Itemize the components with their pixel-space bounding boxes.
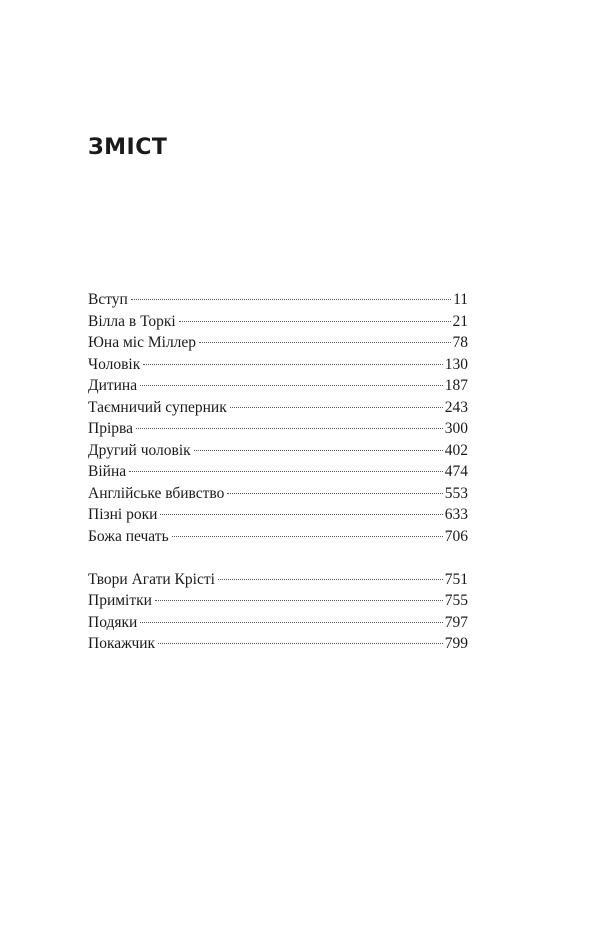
- toc-dot-leader: [140, 385, 443, 386]
- table-of-contents: [88, 289, 468, 655]
- toc-entry-page-number: 706: [444, 527, 468, 545]
- toc-dot-leader: [194, 450, 443, 451]
- toc-entry[interactable]: [88, 289, 468, 311]
- toc-entry[interactable]: [88, 483, 468, 505]
- toc-entry-title: Другий чоловік: [88, 441, 191, 459]
- toc-entry[interactable]: [88, 397, 468, 419]
- toc-entry-page-number: 243: [444, 398, 468, 416]
- toc-dot-leader: [230, 407, 443, 408]
- toc-dot-leader: [129, 471, 443, 472]
- toc-entry-page-number: 21: [452, 312, 468, 330]
- toc-entry-title: Чоловік: [88, 355, 141, 373]
- toc-main-group: [88, 289, 468, 547]
- toc-entry-page-number: 633: [444, 506, 468, 523]
- toc-entry-title: Твори Агати Крісті: [88, 570, 215, 588]
- toc-entry-page-number: 553: [444, 484, 468, 502]
- toc-entry-page-number: 402: [444, 441, 468, 459]
- toc-entry-title: Англійське вбивство: [88, 484, 225, 502]
- toc-entry-page-number: 11: [453, 291, 468, 308]
- toc-entry-title: Примітки: [88, 592, 152, 609]
- toc-entry-title: Вілла в Торкі: [88, 312, 176, 330]
- toc-entry-page-number: 799: [444, 635, 468, 652]
- toc-dot-leader: [131, 299, 451, 300]
- toc-entry-page-number: 187: [444, 377, 468, 394]
- toc-entry-title: Пізні роки: [88, 506, 158, 523]
- toc-entry-title: Покажчик: [88, 635, 156, 652]
- toc-dot-leader: [136, 428, 443, 429]
- toc-entry[interactable]: [88, 418, 468, 440]
- toc-entry-title: Прірва: [88, 420, 133, 437]
- page-title: ЗМІСТ: [88, 135, 168, 160]
- toc-entry-title: Вступ: [88, 291, 128, 308]
- toc-entry-page-number: 300: [444, 420, 468, 437]
- toc-dot-leader: [140, 622, 442, 623]
- toc-entry[interactable]: [88, 569, 468, 591]
- toc-dot-leader: [160, 514, 442, 515]
- toc-appendix-group: [88, 569, 468, 655]
- toc-entry-title: Дитина: [88, 377, 138, 394]
- toc-entry-page-number: 474: [444, 463, 468, 480]
- toc-entry[interactable]: [88, 440, 468, 462]
- toc-entry-page-number: 797: [444, 613, 468, 631]
- toc-dot-leader: [199, 342, 450, 343]
- toc-entry-page-number: 130: [444, 355, 468, 373]
- toc-entry-title: Таємничий суперник: [88, 398, 227, 416]
- toc-entry[interactable]: [88, 612, 468, 634]
- toc-entry[interactable]: [88, 354, 468, 376]
- toc-dot-leader: [227, 493, 442, 494]
- toc-dot-leader: [155, 600, 443, 601]
- toc-entry[interactable]: [88, 311, 468, 333]
- toc-entry[interactable]: [88, 526, 468, 548]
- toc-entry-title: Подяки: [88, 613, 138, 631]
- toc-entry-title: Війна: [88, 463, 127, 480]
- toc-entry[interactable]: [88, 332, 468, 354]
- toc-dot-leader: [143, 364, 442, 365]
- toc-entry[interactable]: [88, 461, 468, 483]
- toc-entry-page-number: 755: [444, 592, 468, 609]
- toc-entry-page-number: 751: [444, 570, 468, 588]
- toc-entry-page-number: 78: [452, 334, 468, 351]
- toc-dot-leader: [179, 321, 451, 322]
- toc-entry-title: Божа печать: [88, 527, 169, 545]
- toc-dot-leader: [158, 643, 443, 644]
- toc-dot-leader: [218, 579, 443, 580]
- toc-entry[interactable]: [88, 504, 468, 526]
- toc-entry[interactable]: [88, 633, 468, 655]
- toc-entry[interactable]: [88, 375, 468, 397]
- toc-entry-title: Юна міс Міллер: [88, 334, 197, 351]
- toc-dot-leader: [172, 536, 443, 537]
- toc-entry[interactable]: [88, 590, 468, 612]
